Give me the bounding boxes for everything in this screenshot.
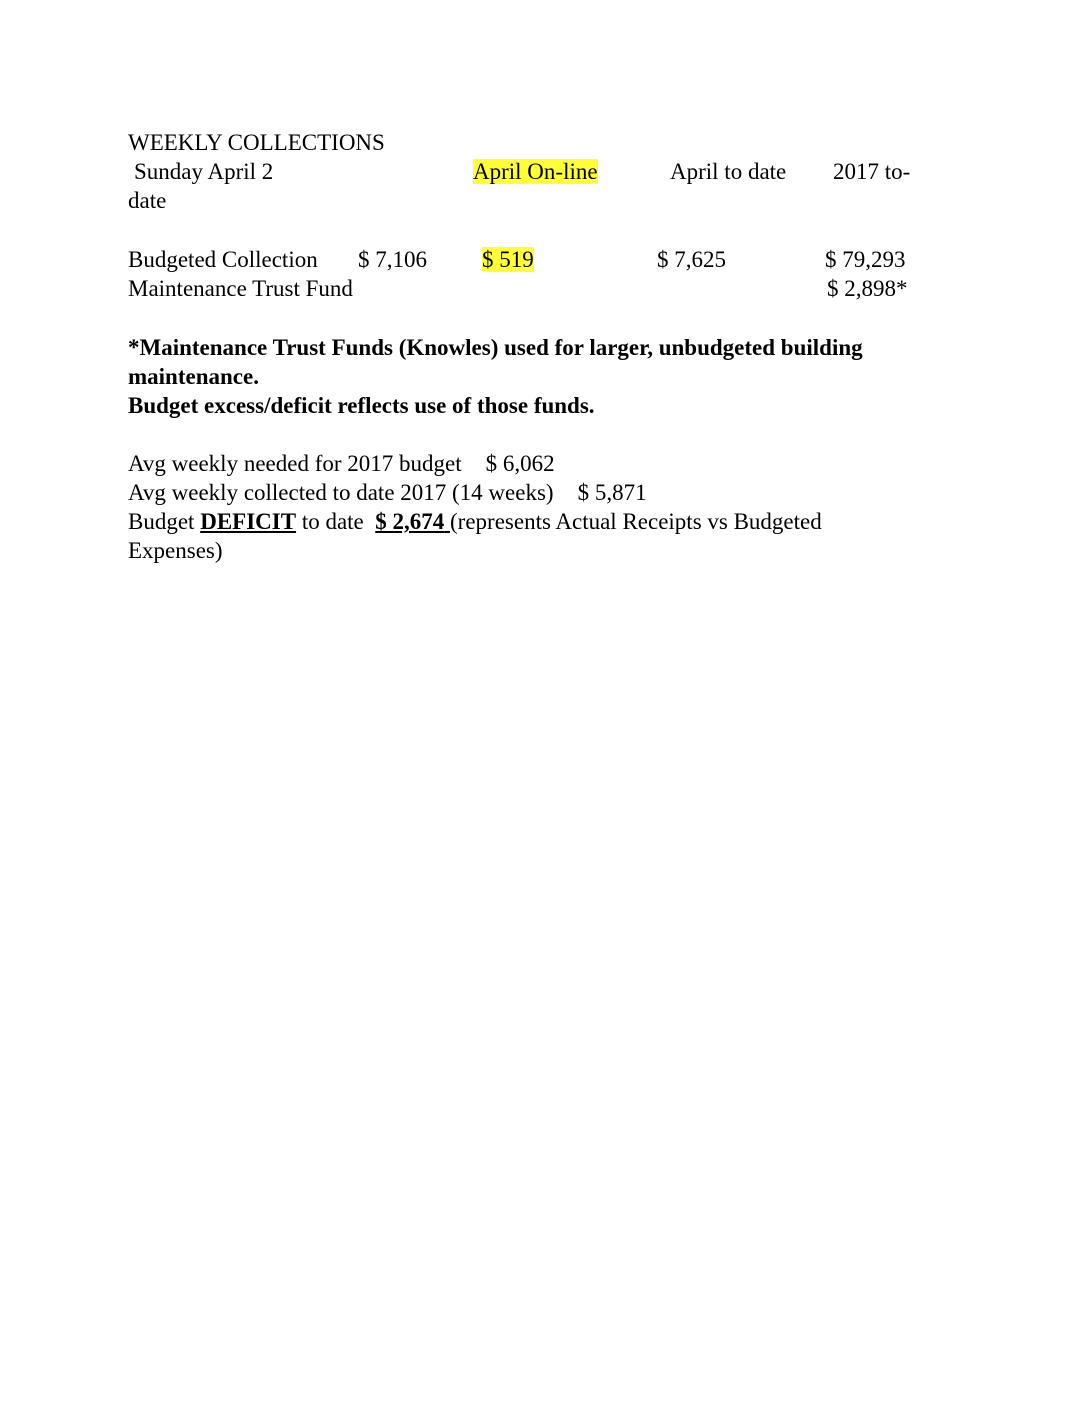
- note-line-2: maintenance.: [128, 364, 259, 389]
- online-highlight: April On-line: [473, 159, 598, 184]
- budgeted-year-value: $ 79,293: [825, 247, 906, 272]
- col-header-month: April to date: [670, 159, 787, 184]
- deficit-value: $ 2,674: [375, 509, 445, 534]
- col-header-year: 2017 to-: [833, 159, 911, 184]
- col-header-online: [473, 157, 598, 186]
- avg-collected-label: Avg weekly collected to date 2017 (14 weeks): [128, 480, 554, 505]
- avg-needed-label: Avg weekly needed for 2017 budget: [128, 451, 462, 476]
- avg-needed-value: $ 6,062: [485, 451, 555, 476]
- avg-needed-line: [128, 449, 555, 478]
- document-heading: WEEKLY COLLECTIONS: [128, 130, 385, 155]
- note-line-3: Budget excess/deficit reflects use of those funds.: [128, 393, 595, 418]
- avg-collected-value: $ 5,871: [577, 480, 647, 505]
- deficit-note: (represents Actual Receipts vs Budgeted: [450, 509, 822, 534]
- deficit-note-cont: Expenses): [128, 538, 223, 563]
- deficit-prefix: Budget: [128, 509, 195, 534]
- deficit-line: [128, 507, 822, 536]
- note-line-1: *Maintenance Trust Funds (Knowles) used for larger, unbudgeted building: [128, 335, 863, 360]
- budgeted-online-value: $ 519: [482, 247, 534, 272]
- row-label-maintenance: Maintenance Trust Fund: [128, 276, 353, 301]
- maintenance-year-value: $ 2,898*: [827, 276, 908, 301]
- row-label-budgeted: Budgeted Collection: [128, 247, 318, 272]
- col-header-year-cont: date: [128, 188, 167, 213]
- date-label: Sunday April 2: [134, 159, 274, 184]
- avg-collected-line: [128, 478, 647, 507]
- budgeted-sunday-value: $ 7,106: [358, 247, 427, 272]
- deficit-mid: to date: [301, 509, 364, 534]
- deficit-word: DEFICIT: [200, 509, 297, 534]
- budgeted-online-cell: [482, 245, 534, 274]
- budgeted-month-value: $ 7,625: [657, 247, 726, 272]
